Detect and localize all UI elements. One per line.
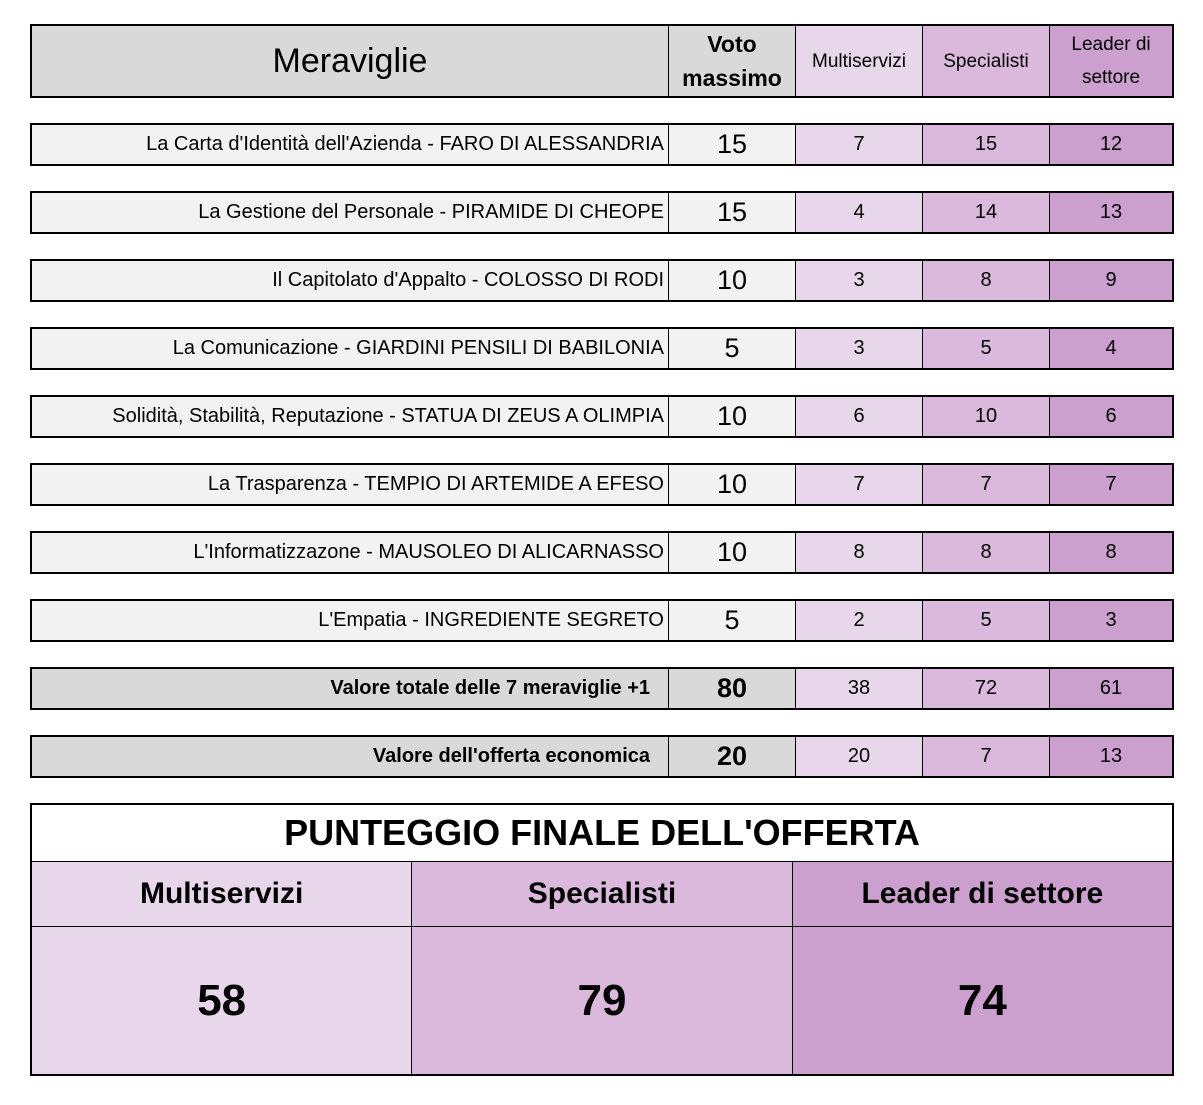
row-label: L'Empatia - INGREDIENTE SEGRETO <box>32 601 668 640</box>
row-multiservizi: 4 <box>795 193 922 232</box>
table-row <box>30 327 1174 370</box>
row-specialisti: 5 <box>922 601 1049 640</box>
row-multiservizi: 7 <box>795 465 922 504</box>
final-score-specialisti: 79 <box>577 975 627 1025</box>
row-label: L'Informatizzazone - MAUSOLEO DI ALICARNASSO <box>32 533 668 572</box>
row-multiservizi: 3 <box>795 261 922 300</box>
row-leader: 7 <box>1049 465 1172 504</box>
row-max: 5 <box>668 601 795 640</box>
row-label: La Carta d'Identità dell'Azienda - FARO DI ALESSANDRIA <box>32 125 668 164</box>
row-multiservizi: 7 <box>795 125 922 164</box>
table-row <box>30 395 1174 438</box>
row-leader: 9 <box>1049 261 1172 300</box>
row-specialisti: 7 <box>922 465 1049 504</box>
row-specialisti: 8 <box>922 533 1049 572</box>
header-specialisti: Specialisti <box>922 26 1049 96</box>
final-grid <box>32 862 1172 1074</box>
table-row <box>30 463 1174 506</box>
row-leader: 12 <box>1049 125 1172 164</box>
row-multiservizi: 8 <box>795 533 922 572</box>
total-multiservizi: 38 <box>795 669 922 708</box>
economic-specialisti: 7 <box>922 737 1049 776</box>
row-specialisti: 10 <box>922 397 1049 436</box>
row-label: La Comunicazione - GIARDINI PENSILI DI BABILONIA <box>32 329 668 368</box>
row-specialisti: 8 <box>922 261 1049 300</box>
header-leader-line2: settore <box>1081 67 1141 88</box>
economic-leader: 13 <box>1049 737 1172 776</box>
header-leader <box>1049 26 1172 96</box>
economic-multiservizi: 20 <box>795 737 922 776</box>
total-row <box>30 667 1174 710</box>
row-max: 15 <box>668 193 795 232</box>
table-row <box>30 531 1174 574</box>
final-head-specialisti: Specialisti <box>412 862 791 927</box>
header-title: Meraviglie <box>32 26 668 96</box>
row-leader: 3 <box>1049 601 1172 640</box>
row-multiservizi: 2 <box>795 601 922 640</box>
header-multiservizi: Multiservizi <box>795 26 922 96</box>
table-row <box>30 123 1174 166</box>
row-specialisti: 15 <box>922 125 1049 164</box>
row-label: Solidità, Stabilità, Reputazione - STATUA DI ZEUS A OLIMPIA <box>32 397 668 436</box>
final-score-multiservizi: 58 <box>197 975 247 1025</box>
row-specialisti: 14 <box>922 193 1049 232</box>
final-score-box <box>30 803 1174 1076</box>
row-max: 10 <box>668 533 795 572</box>
row-multiservizi: 6 <box>795 397 922 436</box>
row-label: La Gestione del Personale - PIRAMIDE DI CHEOPE <box>32 193 668 232</box>
row-leader: 13 <box>1049 193 1172 232</box>
row-max: 10 <box>668 465 795 504</box>
header-max-line2: massimo <box>682 65 782 91</box>
table-row <box>30 191 1174 234</box>
final-head-leader: Leader di settore <box>793 862 1172 927</box>
row-leader: 4 <box>1049 329 1172 368</box>
final-title: PUNTEGGIO FINALE DELL'OFFERTA <box>32 805 1172 862</box>
row-label: Il Capitolato d'Appalto - COLOSSO DI RODI <box>32 261 668 300</box>
row-multiservizi: 3 <box>795 329 922 368</box>
total-label: Valore totale delle 7 meraviglie +1 <box>32 669 668 708</box>
final-score-leader: 74 <box>957 975 1007 1025</box>
final-head-multiservizi: Multiservizi <box>32 862 411 927</box>
table-header <box>30 24 1174 98</box>
header-leader-line1: Leader di <box>1071 34 1151 55</box>
row-label: La Trasparenza - TEMPIO DI ARTEMIDE A EFESO <box>32 465 668 504</box>
row-max: 15 <box>668 125 795 164</box>
row-leader: 6 <box>1049 397 1172 436</box>
row-max: 10 <box>668 397 795 436</box>
header-max-line1: Voto <box>707 31 757 57</box>
final-col-leader <box>792 862 1172 1074</box>
row-leader: 8 <box>1049 533 1172 572</box>
final-col-specialisti <box>411 862 791 1074</box>
total-max: 80 <box>668 669 795 708</box>
final-col-multiservizi <box>32 862 411 1074</box>
economic-max: 20 <box>668 737 795 776</box>
row-specialisti: 5 <box>922 329 1049 368</box>
economic-label: Valore dell'offerta economica <box>32 737 668 776</box>
row-max: 5 <box>668 329 795 368</box>
economic-offer-row <box>30 735 1174 778</box>
header-max-score <box>668 26 795 96</box>
row-max: 10 <box>668 261 795 300</box>
total-leader: 61 <box>1049 669 1172 708</box>
total-specialisti: 72 <box>922 669 1049 708</box>
table-row <box>30 599 1174 642</box>
table-row <box>30 259 1174 302</box>
